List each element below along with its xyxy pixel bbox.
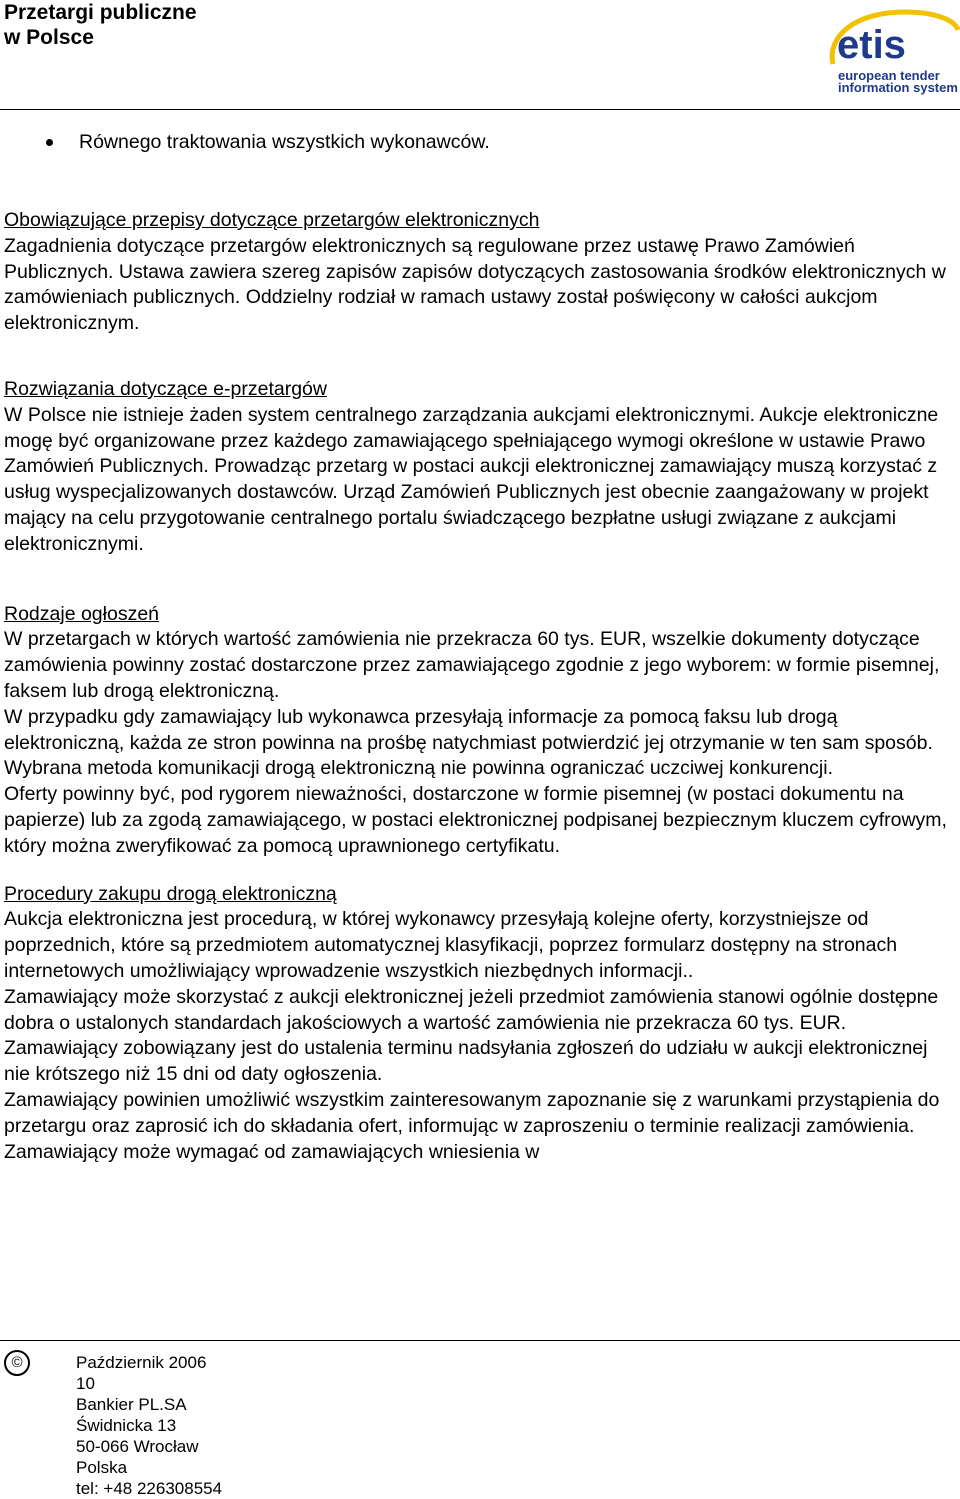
- section-paragraph: Aukcja elektroniczna jest procedurą, w której wykonawcy przesyłają kolejne oferty, korzystniejsze od poprzednich, które są przedmiotem automatycznej klasyfikacji, poprzez formularz dostępny na stronach internetowych umożliwiający wprowadzenie wszystkich niezbędnych informacji..: [4, 908, 898, 982]
- footer-divider: [0, 1340, 960, 1341]
- section-heading: Rodzaje ogłoszeń: [4, 602, 160, 625]
- bullet-dot-icon: [46, 139, 53, 146]
- document-title-line1: Przetargi publiczne: [4, 1, 197, 24]
- section-paragraph: Zamawiający może skorzystać z aukcji elektronicznej jeżeli przedmiot zamówienia stanowi ogólnie dostępne dobra o ustalonych standardach jakościowych a wartość zamówienia nie przekracza 60 tys. EUR.: [4, 985, 939, 1034]
- logo-subtitle-2: information system: [838, 80, 958, 95]
- document-title-line2: w Polsce: [4, 26, 94, 49]
- section-paragraph: W przetargach w których wartość zamówienia nie przekracza 60 tys. EUR, wszelkie dokumenty dotyczące zamówienia powinny zostać dostarczone przez zamawiającego zgodnie z jego wyborem: w formie pisemnej, faksem lub drogą elektroniczną.: [4, 628, 940, 702]
- section-paragraph: W przypadku gdy zamawiający lub wykonawca przesyłają informacje za pomocą faksu lub drogą elektroniczną, każda ze stron powinna na prośbę natychmiast potwierdzić jej otrzymanie w ten sam sposób.: [4, 705, 933, 754]
- bullet-text: Równego traktowania wszystkich wykonawców.: [79, 131, 490, 153]
- section-heading: Obowiązujące przepisy dotyczące przetargów elektronicznych: [4, 209, 540, 231]
- footer-street: Świdnicka 13: [76, 1416, 177, 1435]
- header-divider: [0, 109, 960, 110]
- section-procedures: [4, 882, 958, 1166]
- section-text: Zagadnienia dotyczące przetargów elektronicznych są regulowane przez ustawę Prawo Zamówień Publicznych. Ustawa zawiera szereg zapisów zapisów dotyczących zastosowania środków elektronicznych w zamówieniach publicznych. Oddzielny rodział w ramach ustawy został poświęcony w całości aukcjom elektronicznym.: [4, 234, 946, 335]
- footer-city: 50-066 Wrocław: [76, 1437, 199, 1456]
- document-title: [4, 0, 197, 50]
- logo-subtitle-1: european tender: [838, 68, 940, 83]
- section-paragraph: Zamawiający zobowiązany jest do ustalenia terminu nadsyłania zgłoszeń do udziału w aukcji elektronicznej nie krótszego niż 15 dni od daty ogłoszenia.: [4, 1037, 928, 1086]
- page-number: 10: [76, 1374, 95, 1393]
- footer-info: [76, 1352, 222, 1499]
- section-paragraph: Zamawiający powinien umożliwić wszystkim zainteresowanym zapoznanie się z warunkami przystąpienia do przetargu oraz zaprosić ich do składania ofert, informując w zaproszeniu o terminie realizacji zamówienia. Zamawiający może wymagać od zamawiających wniesienia w: [4, 1088, 940, 1163]
- footer-country: Polska: [76, 1458, 128, 1477]
- section-paragraph: Wybrana metoda komunikacji drogą elektroniczną nie powinna ograniczać uczciwej konkurencji.: [4, 757, 833, 780]
- bullet-item: [4, 130, 958, 160]
- footer-company: Bankier PL.SA: [76, 1395, 187, 1414]
- section-heading: Procedury zakupu drogą elektroniczną: [4, 882, 337, 905]
- footer-phone: tel: +48 226308554: [76, 1479, 223, 1498]
- page-header: [0, 0, 960, 110]
- section-heading: Rozwiązania dotyczące e-przetargów: [4, 377, 327, 400]
- footer-date: Październik 2006: [76, 1353, 207, 1372]
- section-text: W Polsce nie istnieje żaden system centralnego zarządzania aukcjami elektronicznymi. Aukcje elektroniczne mogę być organizowane przez każdego zamawiającego spełniającego wymogi określone w ustawie Prawo Zamówień Publicznych. Prowadząc przetarg w postaci aukcji elektronicznej zamawiający muszą korzystać z usług wyspecjalizowanych dostawców. Urząd Zamówień Publicznych jest obecnie zaangażowany w projekt mający na celu przygotowanie centralnego portalu świadczącego bezpłatne usługi związane z aukcjami elektronicznymi.: [4, 403, 939, 555]
- logo-text: etis: [837, 23, 906, 67]
- page-footer: [0, 1340, 960, 1497]
- copyright-icon: ©: [4, 1350, 30, 1376]
- section-solutions: [4, 377, 958, 558]
- section-regulations: [4, 208, 958, 337]
- section-notices: [4, 602, 958, 860]
- document-body: [4, 130, 958, 1165]
- section-paragraph: Oferty powinny być, pod rygorem nieważności, dostarczone w formie pisemnej (w postaci dokumentu na papierze) lub za zgodą zamawiającego, w postaci elektronicznej podpisanej bezpiecznym kluczem cyfrowym, który można zweryfikować za pomocą uprawnionego certyfikatu.: [4, 783, 947, 857]
